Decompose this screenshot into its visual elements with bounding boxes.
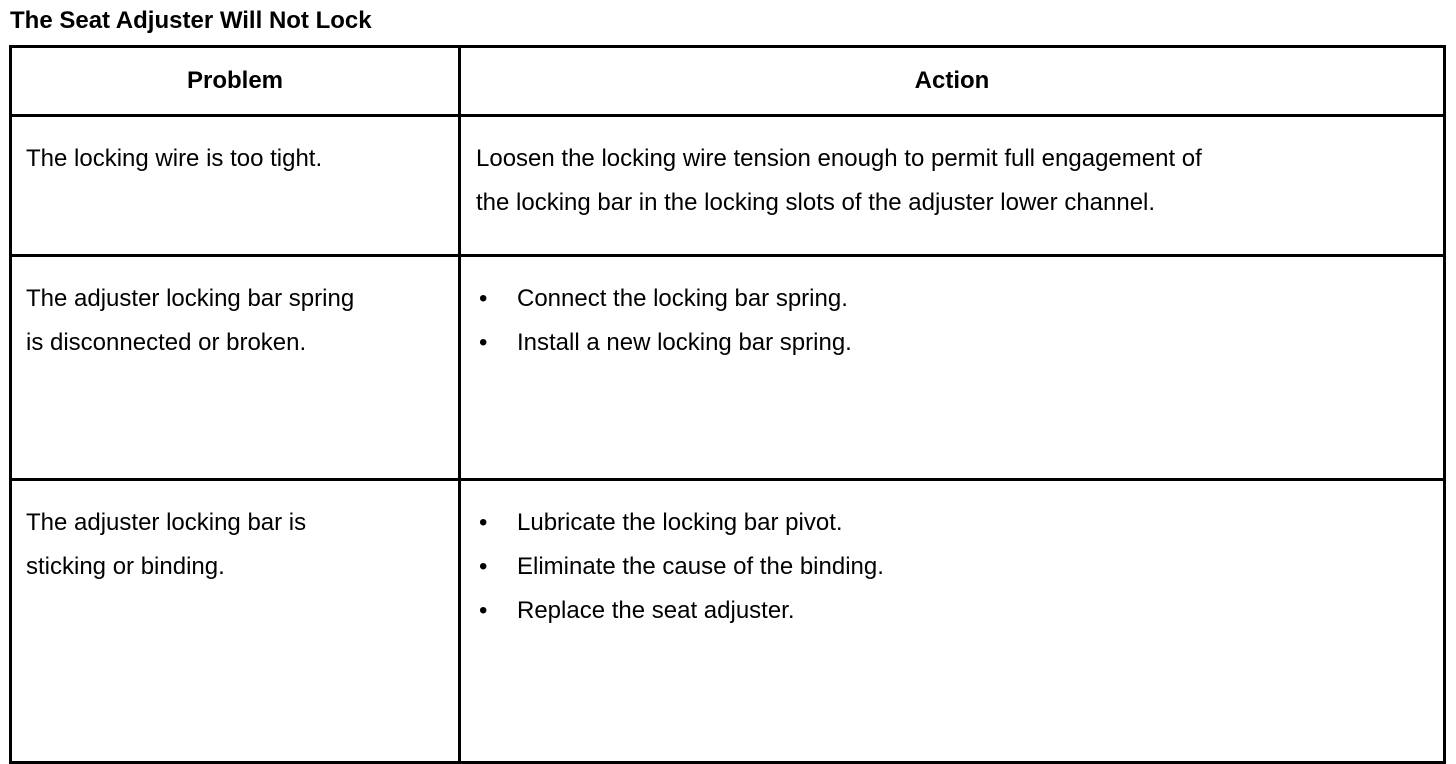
action-step-text: Replace the seat adjuster. (517, 597, 795, 624)
problem-cell (11, 256, 460, 480)
troubleshooting-table (9, 45, 1446, 764)
problem-text: The adjuster locking bar is (26, 509, 307, 536)
list-item (476, 545, 1429, 589)
action-step-text: Eliminate the cause of the binding. (517, 553, 884, 580)
action-step-text: Lubricate the locking bar pivot. (517, 509, 843, 536)
action-text: Loosen the locking wire tension enough to permit full engagement of (476, 145, 1202, 172)
bullet-icon: • (479, 553, 488, 580)
bullet-icon: • (479, 285, 488, 312)
action-bullet-list (476, 277, 1429, 365)
header-problem: Problem (11, 47, 460, 116)
problem-cell (11, 116, 460, 256)
action-bullet-list (476, 501, 1429, 633)
action-step-text: Connect the locking bar spring. (517, 285, 848, 312)
bullet-icon: • (479, 597, 488, 624)
table-row (11, 116, 1445, 256)
table-row (11, 256, 1445, 480)
list-item (476, 321, 1429, 365)
action-cell (460, 480, 1445, 763)
table-row (11, 480, 1445, 763)
page-title: The Seat Adjuster Will Not Lock (10, 7, 372, 34)
action-step-text: Install a new locking bar spring. (517, 329, 852, 356)
header-action: Action (460, 47, 1445, 116)
bullet-icon: • (479, 329, 488, 356)
list-item (476, 277, 1429, 321)
action-text: the locking bar in the locking slots of the adjuster lower channel. (476, 189, 1156, 216)
problem-cell (11, 480, 460, 763)
problem-text: sticking or binding. (26, 553, 225, 580)
bullet-icon: • (479, 509, 488, 536)
table-header-row (11, 47, 1445, 116)
action-cell (460, 256, 1445, 480)
action-cell (460, 116, 1445, 256)
problem-text: The locking wire is too tight. (26, 145, 323, 172)
list-item (476, 501, 1429, 545)
list-item (476, 589, 1429, 633)
problem-text: is disconnected or broken. (26, 329, 307, 356)
problem-text: The adjuster locking bar spring (26, 285, 355, 312)
